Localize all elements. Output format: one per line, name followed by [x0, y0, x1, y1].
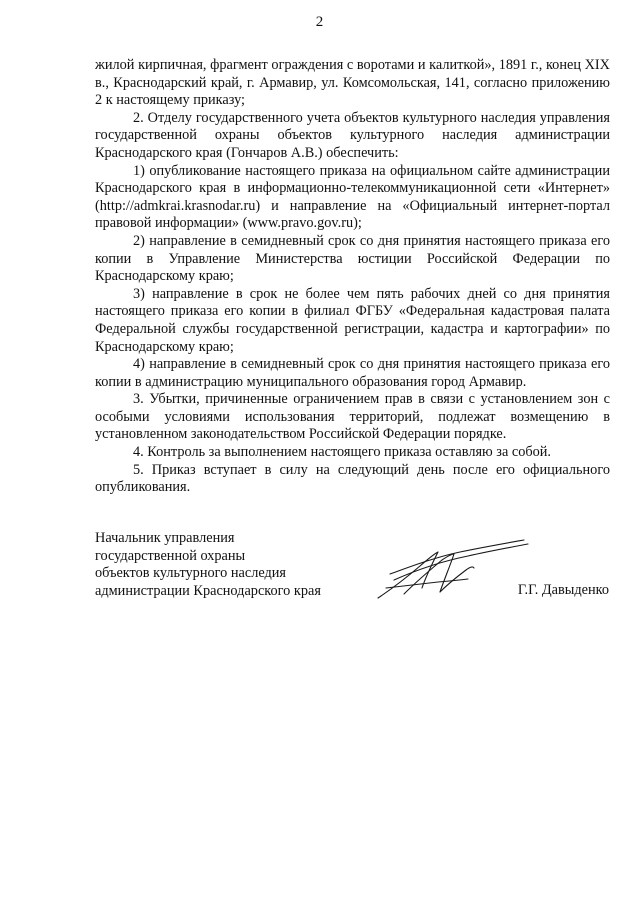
signature-stroke [390, 540, 524, 574]
paragraph-item-4: 4. Контроль за выполнением настоящего приказа оставляю за собой. [133, 444, 552, 461]
paragraph-subitem-1: 1) опубликование настоящего приказа на официальном сайте администрации Краснодарского края в информационно-телекоммуникационной сети «Интернет» (http://admkrai.krasnodar.ru) и направление на «Официальный интернет-портал правовой информации» (www.pravo.gov.ru); [95, 162, 610, 232]
signatory-title-line: государственной охраны [95, 547, 246, 564]
paragraph-item-3: 3. Убытки, причиненные ограничением прав в связи с установлением зон с особыми условиями использования территорий, подлежат возмещению в установленном законодательством Российской Федерации порядке. [95, 391, 610, 443]
paragraph-subitem-4: 4) направление в семидневный срок со дня принятия настоящего приказа его копии в администрацию муниципального образования город Армавир. [95, 356, 610, 390]
paragraph-item-2: 2. Отделу государственного учета объектов культурного наследия управления государственной охраны объектов культурного наследия администрации Краснодарского края (Гончаров А.В.) обеспечить: [95, 109, 610, 161]
document-body [95, 57, 610, 497]
signature-stroke [394, 544, 528, 580]
paragraph-continuation: жилой кирпичная, фрагмент ограждения с воротами и калиткой», 1891 г., конец XIX в., Краснодарский край, г. Армавир, ул. Комсомольская, 141, согласно приложению 2 к настоящему приказу; [95, 57, 610, 109]
page-number: 2 [315, 14, 324, 30]
paragraph-subitem-3: 3) направление в срок не более чем пять рабочих дней со дня принятия настоящего приказа его копии в филиал ФГБУ «Федеральная кадастровая палата Федеральной службы государственной регистрации, кадастра и картографии» по Краснодарскому краю; [95, 285, 610, 355]
paragraph-item-5: 5. Приказ вступает в силу на следующий день после его официального опубликования. [95, 461, 610, 496]
signatory-title-line: объектов культурного наследия [95, 565, 286, 582]
signatory-title-line: Начальник управления [95, 530, 235, 546]
handwritten-signature [372, 532, 532, 604]
signature-stroke [378, 552, 438, 598]
signatory-name: Г.Г. Давыденко [517, 582, 609, 598]
paragraph-subitem-2: 2) направление в семидневный срок со дня принятия настоящего приказа его копии в Управление Министерства юстиции Российской Федерации по Краснодарскому краю; [95, 232, 610, 285]
signatory-title-line: администрации Краснодарского края [95, 582, 321, 599]
